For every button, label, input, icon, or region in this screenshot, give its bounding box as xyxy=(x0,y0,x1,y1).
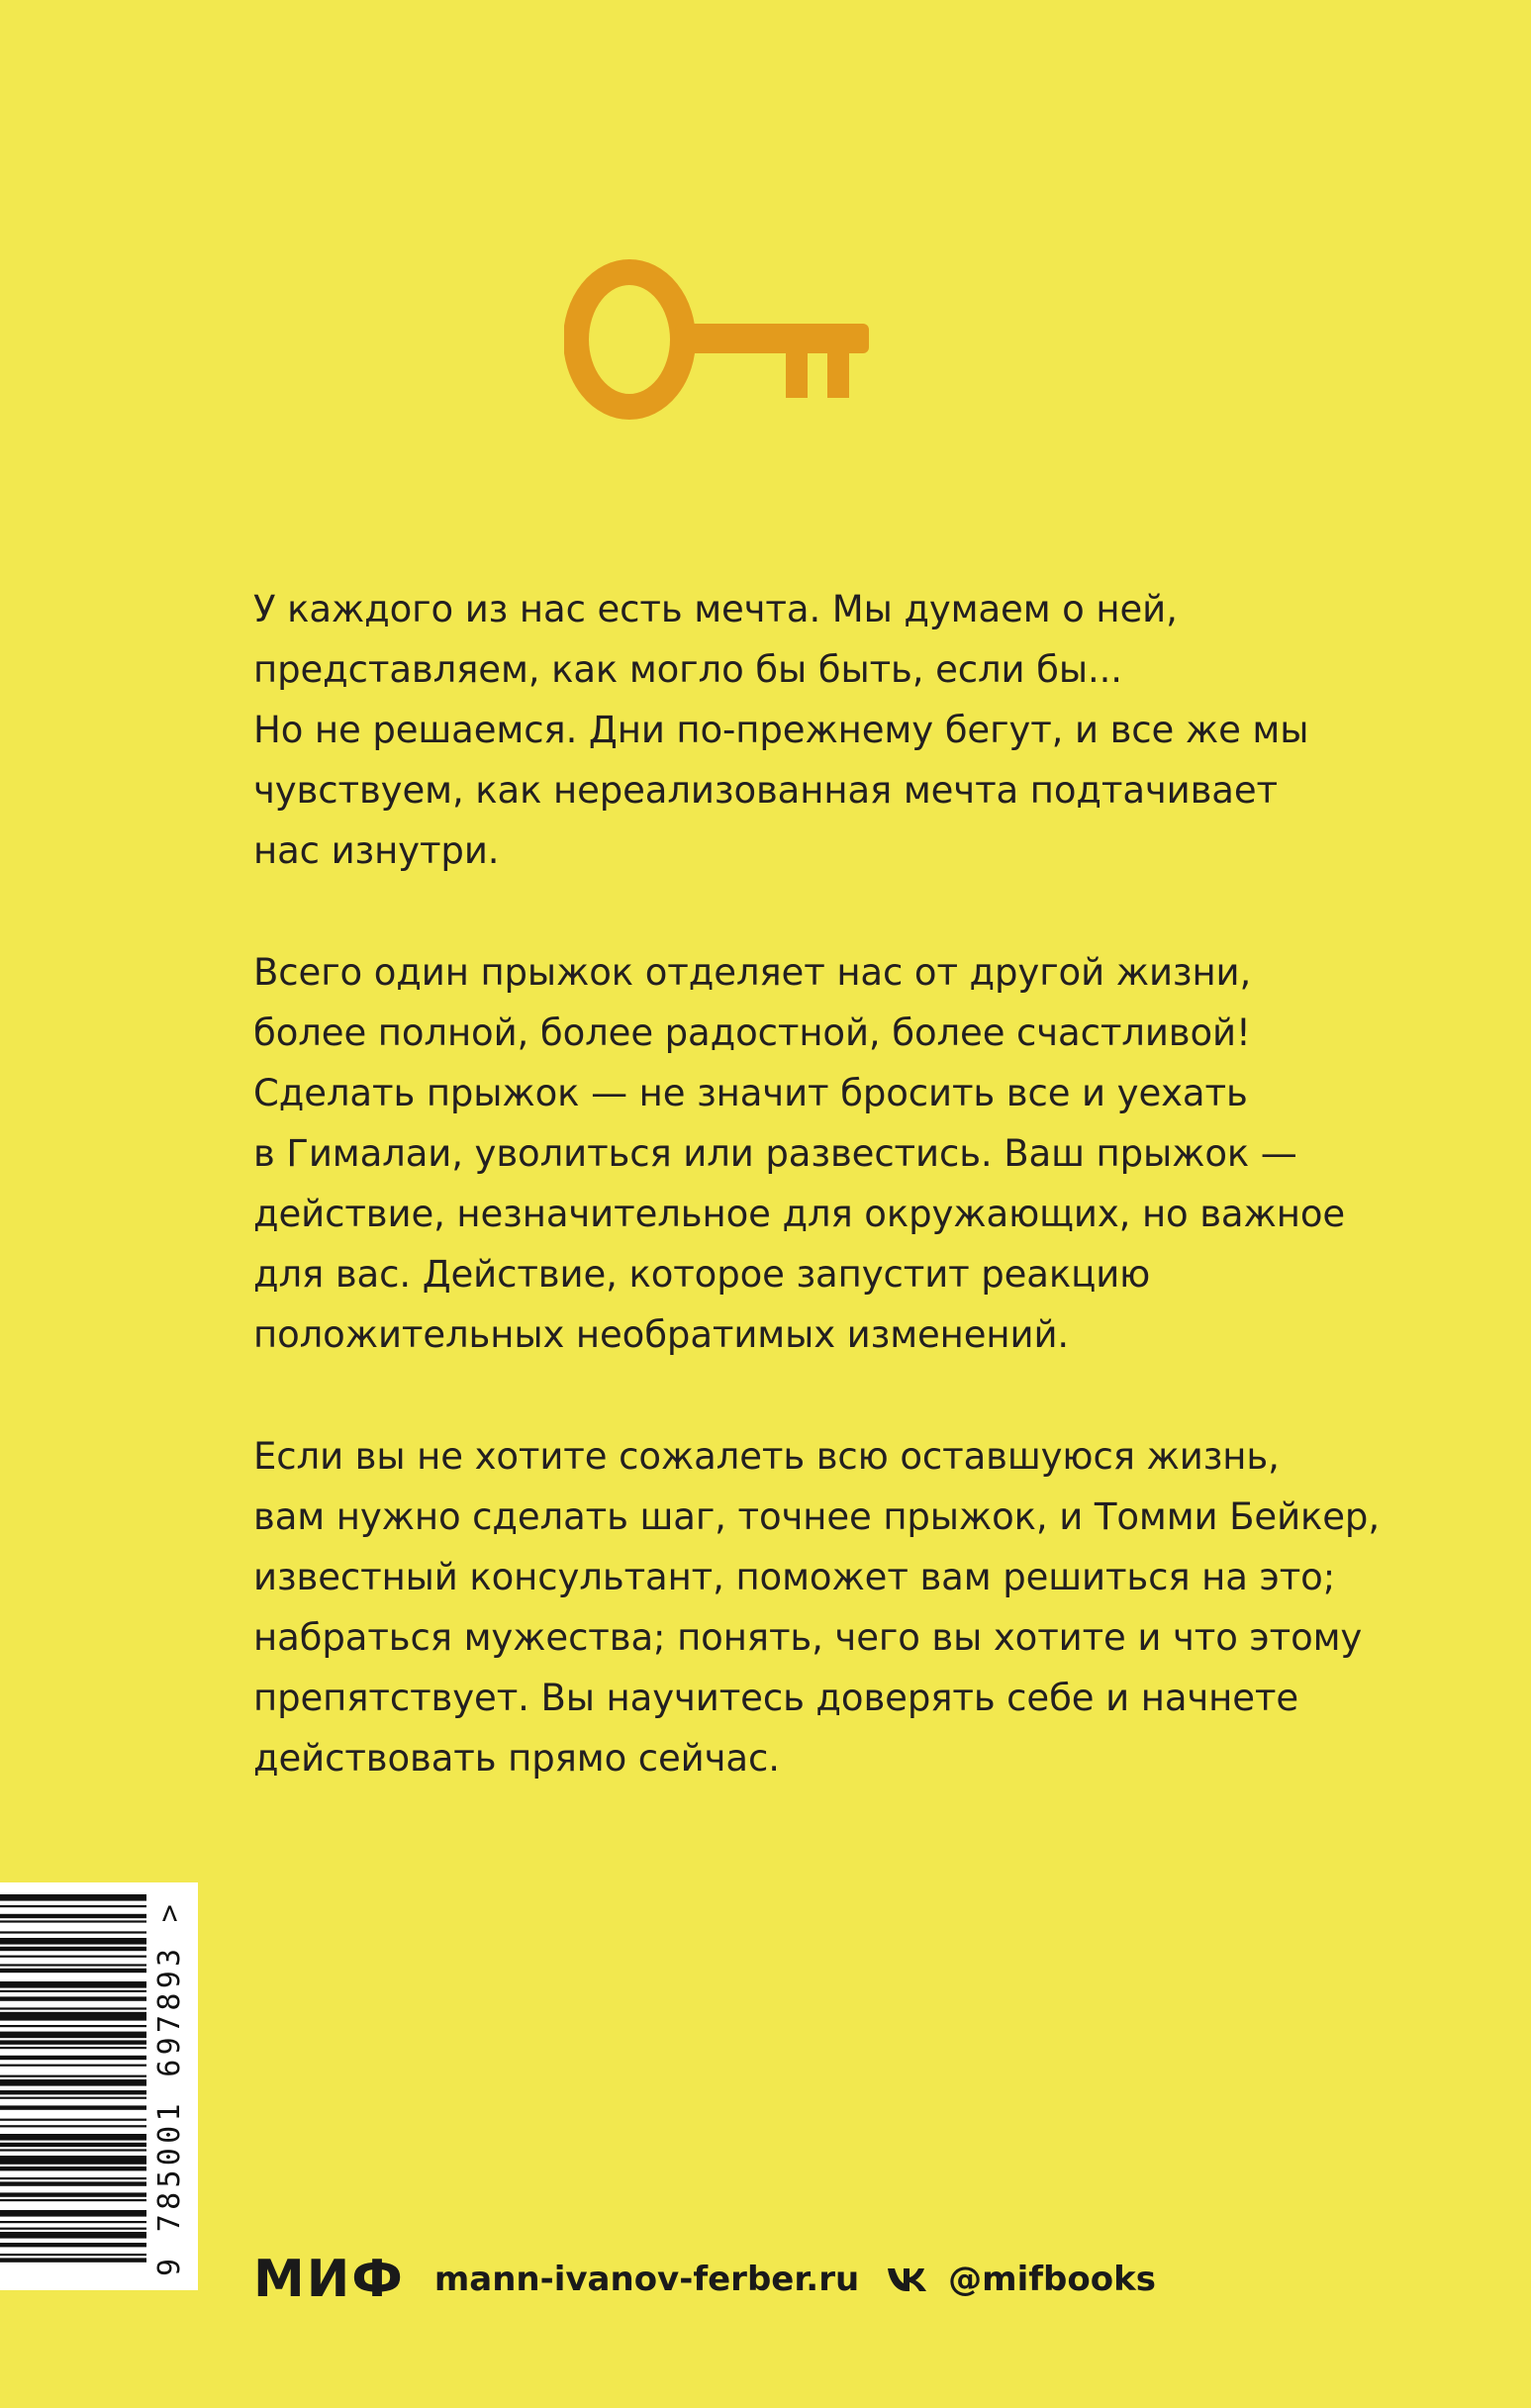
text-line: действие, незначительное для окружающих, но важное xyxy=(253,1193,1346,1235)
paragraph-1 xyxy=(253,579,1382,881)
barcode-bar xyxy=(0,2254,146,2256)
text-line: чувствуем, как нереализованная мечта подтачивает xyxy=(253,769,1278,812)
barcode-bar xyxy=(0,2181,146,2185)
barcode-bar xyxy=(0,2149,146,2151)
barcode-bar xyxy=(0,2032,146,2039)
text-line: Сделать прыжок — не значит бросить все и уехать xyxy=(253,1072,1248,1114)
barcode-bar xyxy=(0,1947,146,1951)
barcode-bar xyxy=(0,2105,146,2109)
text-line: известный консультант, поможет вам решиться на это; xyxy=(253,1556,1336,1598)
barcode-bar xyxy=(0,2065,146,2067)
text-line: положительных необратимых изменений. xyxy=(253,1313,1070,1356)
barcode-bar xyxy=(0,1981,146,1988)
barcode-bar xyxy=(0,1964,146,1966)
barcode-bar xyxy=(0,1996,146,2000)
text-line: У каждого из нас есть мечта. Мы думаем о ней, xyxy=(253,588,1178,630)
text-line: нас изнутри. xyxy=(253,829,500,872)
barcode-digits: 9 785001 697893 > xyxy=(152,1899,187,2276)
barcode-bar xyxy=(0,1905,146,1907)
barcode-bar xyxy=(0,2258,146,2262)
barcode-bar xyxy=(0,2119,146,2121)
barcode-bar xyxy=(0,2210,146,2217)
barcode-bar xyxy=(0,2134,146,2141)
barcode-bar xyxy=(0,2007,146,2009)
text-line: представляем, как могло бы быть, если бы... xyxy=(253,648,1122,691)
barcode-bar xyxy=(0,2156,146,2165)
website-link[interactable]: mann-ivanov-ferber.ru xyxy=(433,2260,860,2299)
footer xyxy=(253,2247,1156,2312)
barcode-bar xyxy=(0,1956,146,1958)
barcode-bar xyxy=(0,2097,146,2099)
barcode-bar xyxy=(0,2040,146,2044)
text-line: в Гималаи, уволиться или развестись. Ваш прыжок — xyxy=(253,1132,1297,1175)
barcode-bar xyxy=(0,1990,146,1992)
text-line: препятствует. Вы научитесь доверять себе и начнете xyxy=(253,1677,1299,1719)
barcode-bar xyxy=(0,2056,146,2060)
barcode-bar xyxy=(0,1969,146,1973)
paragraph-2 xyxy=(253,942,1382,1365)
barcode-bar xyxy=(0,2079,146,2086)
barcode-bar xyxy=(0,2125,146,2127)
barcode-bar xyxy=(0,2090,146,2094)
text-line: набраться мужества; понять, чего вы хотите и что этому xyxy=(253,1616,1363,1659)
social-handle[interactable]: @mifbooks xyxy=(948,2260,1156,2299)
barcode-bar xyxy=(0,2199,146,2201)
barcode-bar xyxy=(0,1894,146,1901)
barcode-bar xyxy=(0,1920,146,1922)
text-line: Если вы не хотите сожалеть всю оставшуюся жизнь, xyxy=(253,1435,1280,1478)
barcode-bar xyxy=(0,2221,146,2223)
barcode-bar xyxy=(0,2232,146,2239)
back-cover-text xyxy=(253,579,1382,1850)
barcode-bar xyxy=(0,1914,146,1918)
paragraph-3 xyxy=(253,1426,1382,1788)
key-icon xyxy=(564,252,881,431)
text-line: Всего один прыжок отделяет нас от другой жизни, xyxy=(253,951,1252,994)
barcode-bar xyxy=(0,2167,146,2170)
barcode-bar xyxy=(0,2047,146,2049)
barcode-bar xyxy=(0,1931,146,1933)
text-line: вам нужно сделать шаг, точнее прыжок, и Томми Бейкер, xyxy=(253,1495,1380,1538)
text-line: для вас. Действие, которое запустит реакцию xyxy=(253,1253,1151,1296)
text-line: более полной, более радостной, более счастливой! xyxy=(253,1011,1251,1054)
barcode-bar xyxy=(0,2177,146,2179)
barcode-bar xyxy=(0,2228,146,2230)
text-line: действовать прямо сейчас. xyxy=(253,1737,780,1780)
barcode-bar xyxy=(0,1938,146,1945)
publisher-logo: МИФ xyxy=(253,2250,405,2309)
barcode-bar xyxy=(0,2025,146,2027)
barcode-bar xyxy=(0,2243,146,2247)
text-line: Но не решаемся. Дни по-прежнему бегут, и все же мы xyxy=(253,709,1309,751)
barcode-bar xyxy=(0,2143,146,2147)
barcode-bar xyxy=(0,2192,146,2196)
barcode-bar xyxy=(0,2012,146,2021)
vk-icon[interactable] xyxy=(887,2266,930,2292)
barcode-bar xyxy=(0,2075,146,2077)
